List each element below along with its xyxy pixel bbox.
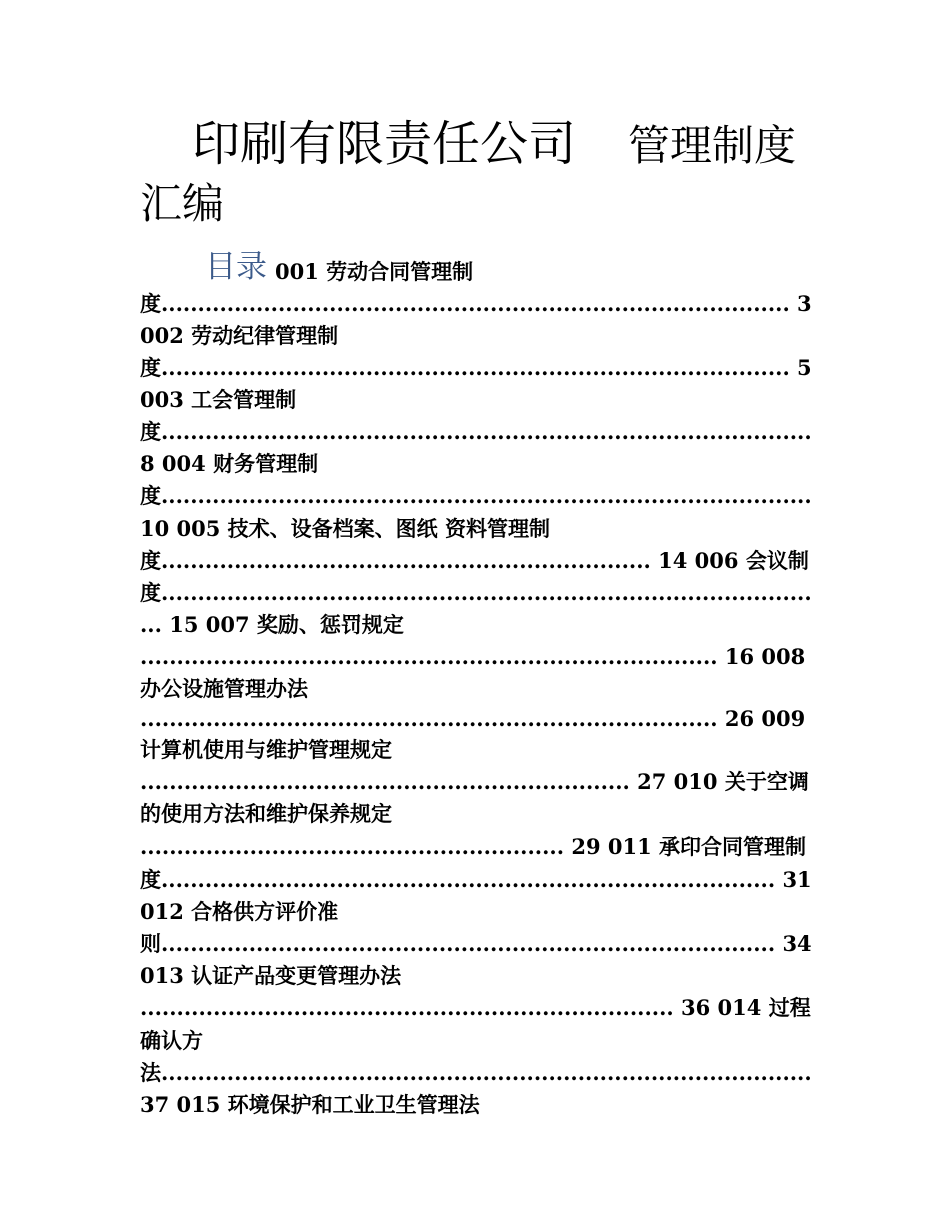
toc-line: 度...................................................................................... 3 (140, 291, 812, 316)
toc-line: 度......................................................................................... (140, 580, 812, 605)
toc-line: 度......................................................................................... (140, 419, 812, 444)
toc-line: 计算机使用与维护管理规定 (140, 737, 392, 762)
toc-heading: 目录 (205, 249, 267, 285)
title-subject: 管理制度 (628, 121, 797, 170)
toc-line: 37 015 环境保护和工业卫生管理法 (140, 1092, 480, 1117)
toc-line: 002 劳动纪律管理制 (140, 323, 339, 348)
toc-line: ............................................................................... 16 008 (140, 644, 806, 669)
toc-line: 012 合格供方评价准 (140, 899, 339, 924)
toc-line: 度.................................................................................... 31 (140, 867, 812, 892)
toc-line: 度................................................................... 14 006 会议制 (140, 548, 809, 573)
toc-line: ......................................................................... 36 014 过程 (140, 995, 811, 1020)
toc-line: ................................................................... 27 010 关于空调 (140, 769, 809, 794)
toc-line: 003 工会管理制 (140, 387, 297, 412)
toc-line: 的使用方法和维护保养规定 (140, 801, 392, 826)
toc-line: 确认方 (140, 1028, 203, 1053)
toc-line: .......................................................... 29 011 承印合同管理制 (140, 834, 807, 859)
document-title-continued: 汇编 (140, 179, 225, 228)
toc-line: 001 劳动合同管理制 (275, 259, 474, 284)
toc-line: ... 15 007 奖励、惩罚规定 (140, 612, 404, 637)
document-title (192, 112, 796, 178)
toc-line: 法......................................................................................... (140, 1060, 812, 1085)
toc-line: 013 认证产品变更管理办法 (140, 963, 402, 988)
toc-line: 8 004 财务管理制 (140, 451, 319, 476)
toc-line: 度...................................................................................... 5 (140, 355, 812, 380)
toc-line: ............................................................................... 26 009 (140, 706, 806, 731)
toc-line: 办公设施管理办法 (140, 676, 308, 701)
toc-line: 则.................................................................................... 34 (140, 931, 812, 956)
toc-line: 10 005 技术、设备档案、图纸 资料管理制 (140, 516, 550, 541)
title-company: 印刷有限责任公司 (192, 116, 577, 172)
toc-line: 度......................................................................................... (140, 483, 812, 508)
